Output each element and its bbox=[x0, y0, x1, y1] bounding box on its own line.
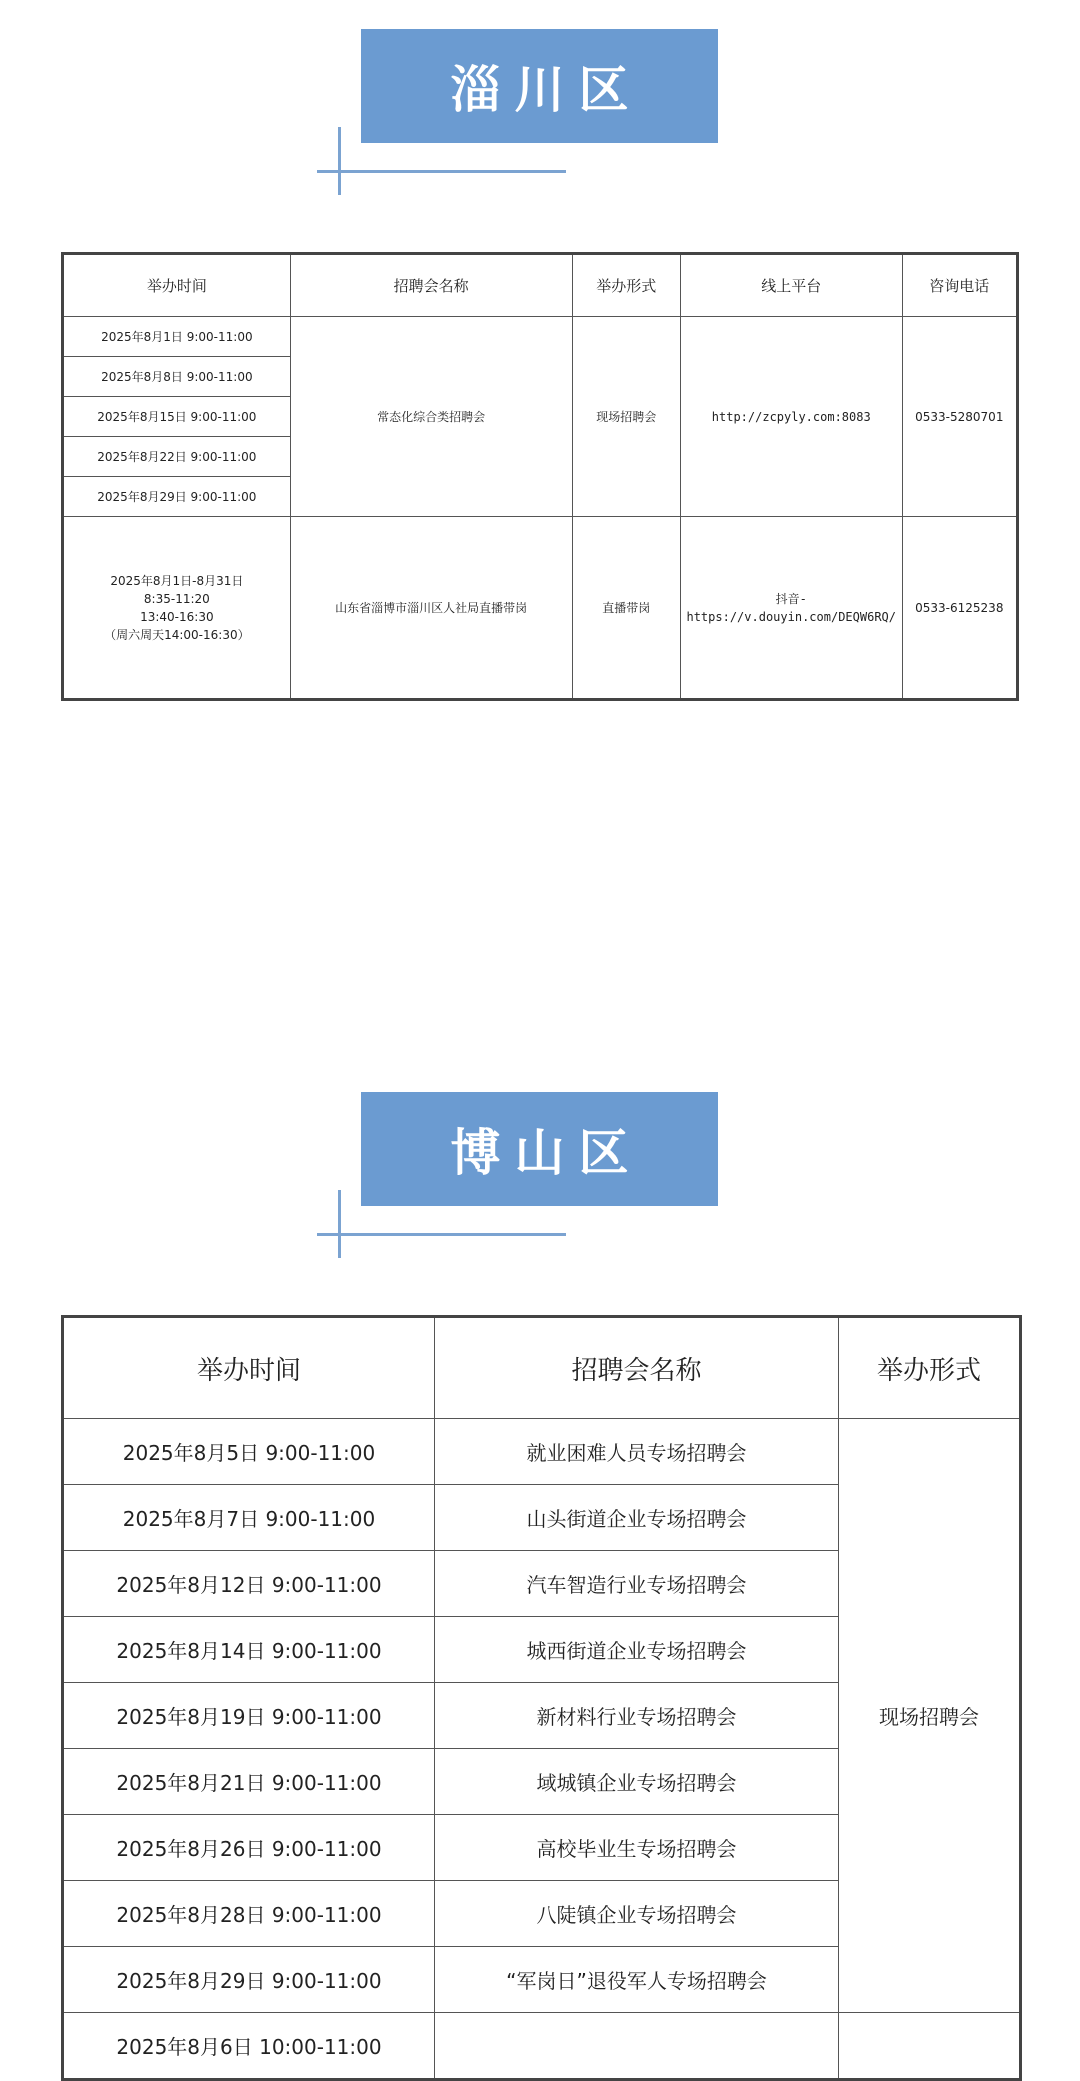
table-row bbox=[63, 317, 1018, 357]
fair-name-cell: 城西街道企业专场招聘会 bbox=[435, 1617, 839, 1683]
time-cell: 2025年8月22日 9:00-11:00 bbox=[63, 437, 291, 477]
fair-name-cell: 汽车智造行业专场招聘会 bbox=[435, 1551, 839, 1617]
header-time: 举办时间 bbox=[63, 254, 291, 317]
platform-link[interactable]: http://zcpyly.com:8083 bbox=[680, 317, 902, 517]
header-time: 举办时间 bbox=[63, 1317, 435, 1419]
platform-link[interactable]: https://v.douyin.com/DEQW6RQ/ bbox=[686, 609, 896, 624]
header-phone: 咨询电话 bbox=[902, 254, 1017, 317]
header-platform: 线上平台 bbox=[680, 254, 902, 317]
time-cell: 2025年8月19日 9:00-11:00 bbox=[63, 1683, 435, 1749]
fair-name-cell: 八陡镇企业专场招聘会 bbox=[435, 1881, 839, 1947]
format-cell: 现场招聘会 bbox=[572, 317, 680, 517]
table-row bbox=[63, 2013, 1021, 2080]
format-cell: 现场招聘会 bbox=[839, 1419, 1021, 2013]
time-cell: 2025年8月12日 9:00-11:00 bbox=[63, 1551, 435, 1617]
header-format: 举办形式 bbox=[839, 1317, 1021, 1419]
fair-name-cell bbox=[435, 2013, 839, 2080]
time-cell: 2025年8月21日 9:00-11:00 bbox=[63, 1749, 435, 1815]
time-cell: 2025年8月6日 10:00-11:00 bbox=[63, 2013, 435, 2080]
decorative-line bbox=[317, 170, 566, 173]
time-cell: 2025年8月14日 9:00-11:00 bbox=[63, 1617, 435, 1683]
section-title-zichuan: 淄川区 bbox=[361, 29, 718, 143]
fair-name-cell: 就业困难人员专场招聘会 bbox=[435, 1419, 839, 1485]
fair-name-cell: 高校毕业生专场招聘会 bbox=[435, 1815, 839, 1881]
time-range-line: 2025年8月1日-8月31日 bbox=[110, 573, 244, 588]
time-cell: 2025年8月26日 9:00-11:00 bbox=[63, 1815, 435, 1881]
table-row bbox=[63, 517, 1018, 700]
table-header-row bbox=[63, 1317, 1021, 1419]
fair-name-cell: 山头街道企业专场招聘会 bbox=[435, 1485, 839, 1551]
zichuan-job-fair-table bbox=[61, 252, 1019, 701]
section-title-boshan: 博山区 bbox=[361, 1092, 718, 1206]
table-header-row bbox=[63, 254, 1018, 317]
header-format: 举办形式 bbox=[572, 254, 680, 317]
time-cell: 2025年8月1日 9:00-11:00 bbox=[63, 317, 291, 357]
time-cell: 2025年8月29日 9:00-11:00 bbox=[63, 477, 291, 517]
time-range-cell bbox=[63, 517, 291, 700]
platform-cell bbox=[680, 517, 902, 700]
time-cell: 2025年8月7日 9:00-11:00 bbox=[63, 1485, 435, 1551]
time-cell: 2025年8月15日 9:00-11:00 bbox=[63, 397, 291, 437]
table-row bbox=[63, 1419, 1021, 1485]
fair-name-cell: 域城镇企业专场招聘会 bbox=[435, 1749, 839, 1815]
time-range-line: （周六周天14:00-16:30） bbox=[104, 627, 250, 642]
time-range-line: 8:35-11:20 bbox=[143, 591, 210, 606]
header-name: 招聘会名称 bbox=[435, 1317, 839, 1419]
phone-cell: 0533-6125238 bbox=[902, 517, 1017, 700]
phone-cell: 0533-5280701 bbox=[902, 317, 1017, 517]
time-range-line: 13:40-16:30 bbox=[140, 609, 214, 624]
fair-name-cell: 山东省淄博市淄川区人社局直播带岗 bbox=[290, 517, 572, 700]
time-cell: 2025年8月8日 9:00-11:00 bbox=[63, 357, 291, 397]
fair-name-cell: 新材料行业专场招聘会 bbox=[435, 1683, 839, 1749]
format-cell bbox=[839, 2013, 1021, 2080]
time-cell: 2025年8月5日 9:00-11:00 bbox=[63, 1419, 435, 1485]
header-name: 招聘会名称 bbox=[290, 254, 572, 317]
time-cell: 2025年8月28日 9:00-11:00 bbox=[63, 1881, 435, 1947]
boshan-job-fair-table bbox=[61, 1315, 1022, 2081]
fair-name-cell: 常态化综合类招聘会 bbox=[290, 317, 572, 517]
platform-label: 抖音- bbox=[775, 591, 807, 606]
decorative-line bbox=[338, 127, 341, 195]
decorative-line bbox=[338, 1190, 341, 1258]
time-cell: 2025年8月29日 9:00-11:00 bbox=[63, 1947, 435, 2013]
decorative-line bbox=[317, 1233, 566, 1236]
format-cell: 直播带岗 bbox=[572, 517, 680, 700]
fair-name-cell: “军岗日”退役军人专场招聘会 bbox=[435, 1947, 839, 2013]
